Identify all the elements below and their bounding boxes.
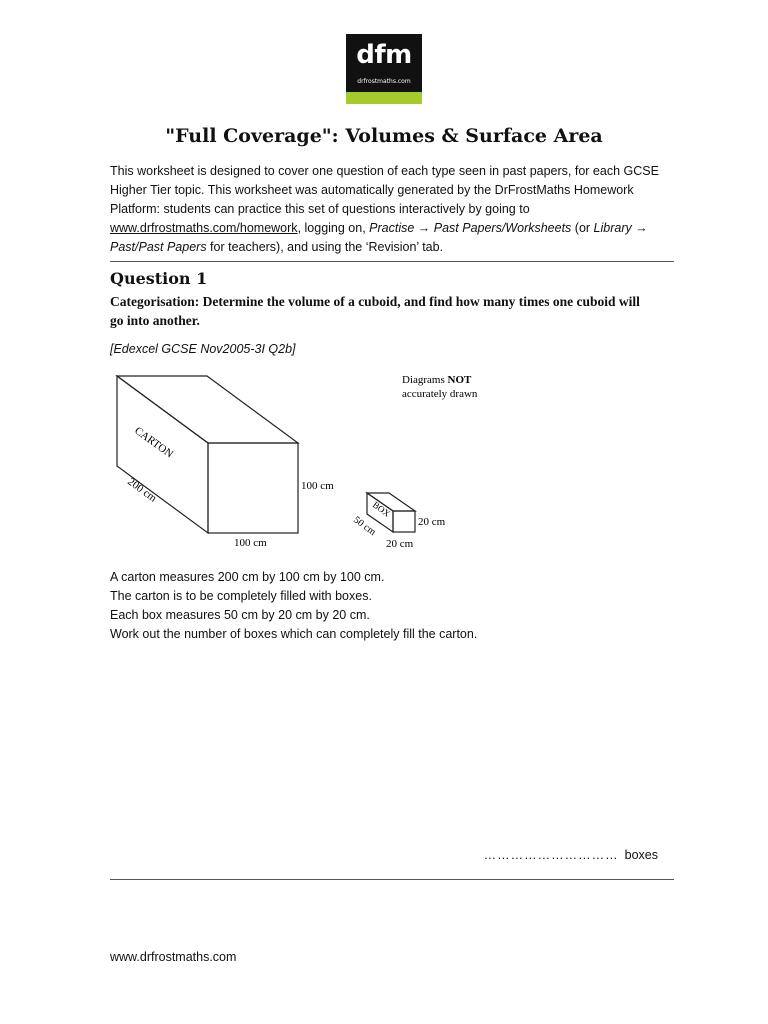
intro-text-3: (or <box>571 221 594 235</box>
carton-height-label: 100 cm <box>301 480 334 492</box>
divider-top <box>110 261 674 262</box>
intro-paragraph <box>110 162 670 257</box>
answer-blank[interactable]: ………………………… <box>483 848 619 862</box>
question-line: A carton measures 200 cm by 100 cm by 100 cm. <box>110 570 385 584</box>
question-line: Each box measures 50 cm by 20 cm by 20 cm. <box>110 608 370 622</box>
answer-line[interactable] <box>484 848 658 862</box>
nav-path-library: Library → Past/Past Papers <box>110 221 648 254</box>
box-width-label: 20 cm <box>386 538 414 550</box>
logo-text: dfm <box>356 40 412 70</box>
homework-link[interactable]: www.drfrostmaths.com/homework <box>110 221 298 235</box>
logo-accent-bar <box>346 92 422 104</box>
intro-text-2: , logging on, <box>297 221 370 235</box>
divider-bottom <box>110 879 674 880</box>
logo-subtext: drfrostmaths.com <box>357 78 411 85</box>
question-line: The carton is to be completely filled with boxes. <box>110 589 372 603</box>
dfm-logo <box>346 34 422 104</box>
diagram-note-line2: accurately drawn <box>402 388 478 400</box>
page-title: "Full Coverage": Volumes & Surface Area <box>165 125 603 147</box>
question-source: [Edexcel GCSE Nov2005-3I Q2b] <box>110 342 296 356</box>
question-body <box>110 568 477 644</box>
intro-text-4: for teachers), and using the ‘Revision’ tab. <box>206 240 444 254</box>
box-label: BOX <box>370 499 393 519</box>
cuboid-diagram <box>110 366 510 556</box>
question-heading: Question 1 <box>110 269 208 288</box>
box-front-face <box>393 511 415 532</box>
diagram-note-line1: Diagrams NOT <box>402 374 472 386</box>
intro-text-1: This worksheet is designed to cover one question of each type seen in past papers, for each GCSE Higher Tier topic. This worksheet was automatically generated by the DrFrostMaths Homework Platform: students can practice this set of questions interactively by going to <box>110 164 659 216</box>
carton-label: CARTON <box>132 424 176 461</box>
footer-url: www.drfrostmaths.com <box>110 950 237 964</box>
carton-width-label: 100 cm <box>234 537 267 549</box>
question-categorisation: Categorisation: Determine the volume of a cuboid, and find how many times one cuboid will go into another. <box>110 294 640 328</box>
question-line: Work out the number of boxes which can completely fill the carton. <box>110 627 478 641</box>
answer-unit: boxes <box>624 848 658 862</box>
nav-path-practise: Practise → Past Papers/Worksheets <box>369 221 572 235</box>
box-height-label: 20 cm <box>418 516 446 528</box>
box-length-label: 50 cm <box>351 514 378 538</box>
carton-length-label: 200 cm <box>125 475 159 505</box>
carton-front-face <box>208 443 298 533</box>
